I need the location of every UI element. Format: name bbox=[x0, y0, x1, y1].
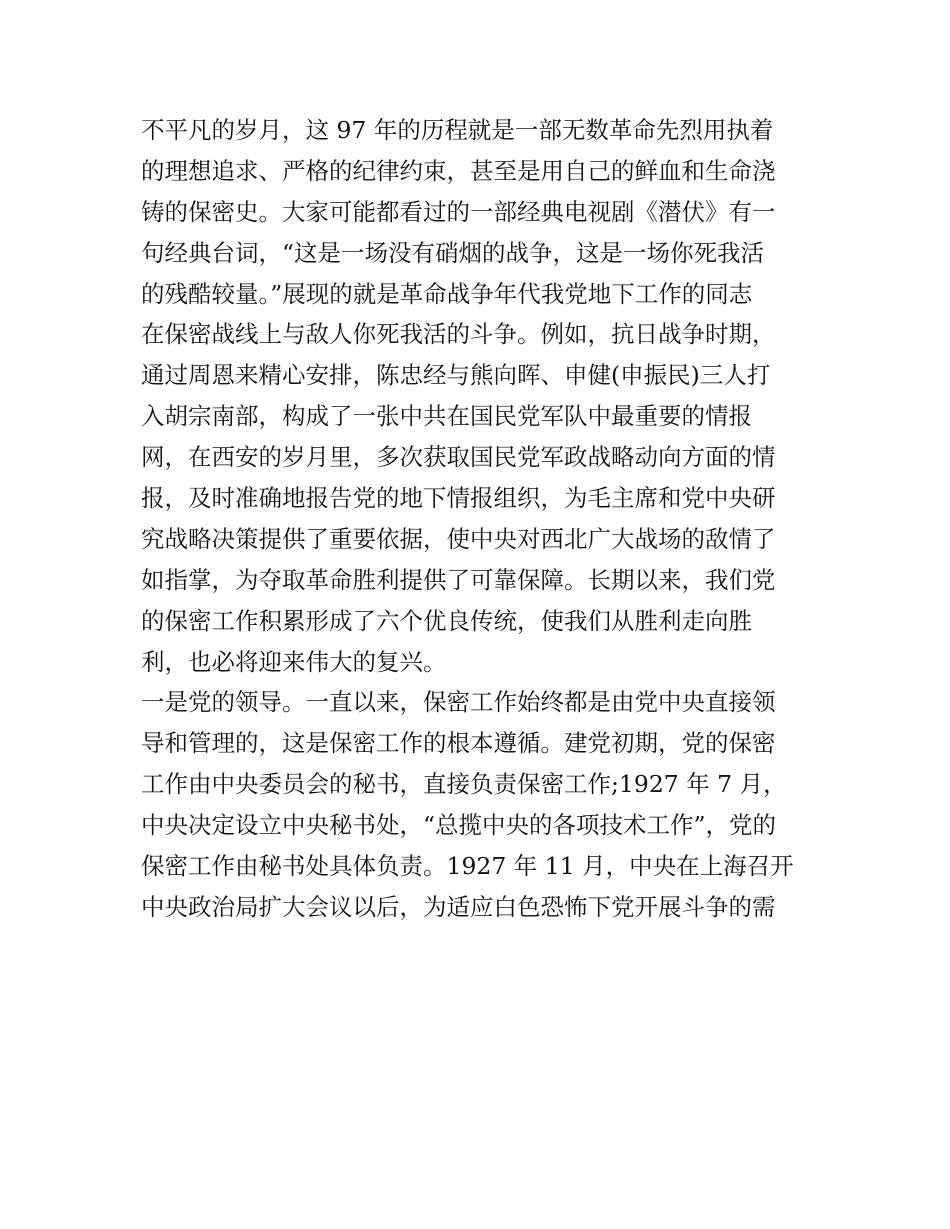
text-line: 网，在西安的岁月里，多次获取国民党军政战略动向方面的情 bbox=[141, 443, 776, 472]
text-line: 利，也必将迎来伟大的复兴。 bbox=[141, 647, 447, 676]
text-line: 入胡宗南部，构成了一张中共在国民党军队中最重要的情报 bbox=[141, 402, 752, 431]
text-line: 在保密战线上与敌人你死我活的斗争。例如，抗日战争时期， bbox=[141, 320, 776, 349]
text-line: 导和管理的，这是保密工作的根本遵循。建党初期，党的保密 bbox=[141, 729, 776, 758]
text-line: 中央决定设立中央秘书处，“总揽中央的各项技术工作”，党的 bbox=[141, 811, 777, 840]
text-line: 一是党的领导。一直以来，保密工作始终都是由党中央直接领 bbox=[141, 688, 776, 717]
text-line: 报，及时准确地报告党的地下情报组织，为毛主席和党中央研 bbox=[141, 484, 776, 513]
text-line: 的残酷较量。”展现的就是革命战争年代我党地下工作的同志 bbox=[141, 279, 753, 308]
text-line: 的理想追求、严格的纪律约束，甚至是用自己的鲜血和生命浇 bbox=[141, 156, 776, 185]
text-line: 工作由中央委员会的秘书，直接负责保密工作;1927 年 7 月， bbox=[141, 770, 787, 799]
text-line: 的保密工作积累形成了六个优良传统，使我们从胜利走向胜 bbox=[141, 606, 752, 635]
text-line: 如指掌，为夺取革命胜利提供了可靠保障。长期以来，我们党 bbox=[141, 565, 776, 594]
text-line: 中央政治局扩大会议以后，为适应白色恐怖下党开展斗争的需 bbox=[141, 892, 776, 921]
text-line: 句经典台词，“这是一场没有硝烟的战争，这是一场你死我活 bbox=[141, 238, 765, 267]
text-line: 不平凡的岁月，这 97 年的历程就是一部无数革命先烈用执着 bbox=[141, 116, 774, 144]
body-text bbox=[141, 110, 821, 928]
text-line: 保密工作由秘书处具体负责。1927 年 11 月，中央在上海召开 bbox=[141, 852, 794, 881]
text-line: 铸的保密史。大家可能都看过的一部经典电视剧《潜伏》有一 bbox=[141, 197, 776, 226]
text-line: 究战略决策提供了重要依据，使中央对西北广大战场的敌情了 bbox=[141, 524, 776, 553]
text-line: 通过周恩来精心安排，陈忠经与熊向晖、申健(申振民)三人打 bbox=[141, 361, 771, 390]
